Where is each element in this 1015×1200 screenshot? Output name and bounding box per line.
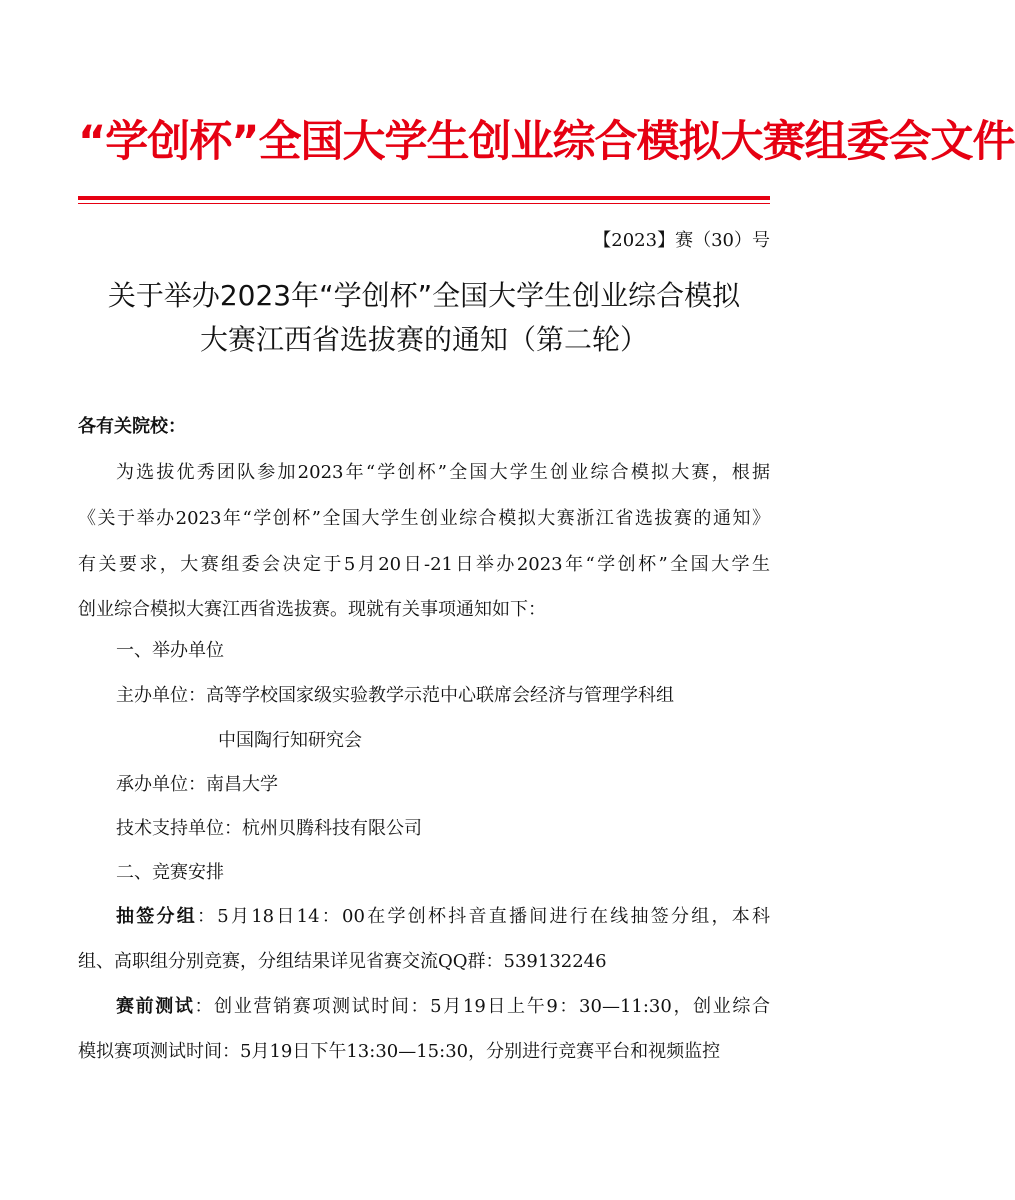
salutation: 各有关院校： bbox=[78, 416, 186, 437]
notice-title-line-2: 大赛江西省选拔赛的通知（第二轮） bbox=[199, 323, 648, 356]
header-red-rule-thin bbox=[78, 203, 770, 204]
tech-support-value: 杭州贝腾科技有限公司 bbox=[242, 818, 422, 839]
section-heading-organizers: 一、举办单位 bbox=[116, 640, 224, 661]
notice-title-line-1: 关于举办2023年“学创杯”全国大学生创业综合模拟 bbox=[107, 279, 741, 312]
header-red-rule-thick bbox=[78, 196, 770, 200]
draw-label: 抽签分组 bbox=[116, 906, 198, 927]
section-heading-arrangement: 二、竞赛安排 bbox=[116, 862, 224, 883]
organizer-unit-row bbox=[116, 772, 278, 798]
intro-line-4: 创业综合模拟大赛江西省选拔赛。现就有关事项通知如下： bbox=[78, 599, 546, 620]
host-unit-value-1: 高等学校国家级实验教学示范中心联席会经济与管理学科组 bbox=[206, 685, 674, 706]
draw-paragraph-line-1 bbox=[116, 904, 770, 930]
intro-line-1: 为选拔优秀团队参加2023年“学创杯”全国大学生创业综合模拟大赛，根据 bbox=[116, 462, 770, 483]
host-unit-row bbox=[116, 683, 674, 709]
organizer-unit-value: 南昌大学 bbox=[206, 774, 278, 795]
host-unit-label: 主办单位： bbox=[116, 685, 206, 706]
draw-paragraph-line-2: 组、高职组分别竞赛，分组结果详见省赛交流QQ群：539132246 bbox=[78, 951, 607, 972]
pretest-paragraph-line-2: 模拟赛项测试时间：5月19日下午13:30—15:30，分别进行竞赛平台和视频监控 bbox=[78, 1041, 721, 1062]
pretest-text-1: ：创业营销赛项测试时间：5月19日上午9：30—11:30，创业综合 bbox=[194, 996, 770, 1017]
pretest-paragraph-line-1 bbox=[116, 994, 770, 1020]
pretest-label: 赛前测试 bbox=[116, 996, 195, 1017]
document-number: 【2023】赛（30）号 bbox=[593, 230, 770, 251]
intro-line-2: 《关于举办2023年“学创杯”全国大学生创业综合模拟大赛浙江省选拔赛的通知》 bbox=[78, 508, 770, 529]
organizer-unit-label: 承办单位： bbox=[116, 774, 206, 795]
host-unit-value-2: 中国陶行知研究会 bbox=[218, 730, 362, 751]
tech-support-row bbox=[116, 816, 422, 842]
intro-line-3: 有关要求，大赛组委会决定于5月20日-21日举办2023年“学创杯”全国大学生 bbox=[78, 554, 770, 575]
tech-support-label: 技术支持单位： bbox=[116, 818, 242, 839]
document-header-title: “学创杯”全国大学生创业综合模拟大赛组委会文件 bbox=[78, 117, 1015, 167]
draw-text-1: ：5月18日14：00在学创杯抖音直播间进行在线抽签分组，本科 bbox=[197, 906, 770, 927]
